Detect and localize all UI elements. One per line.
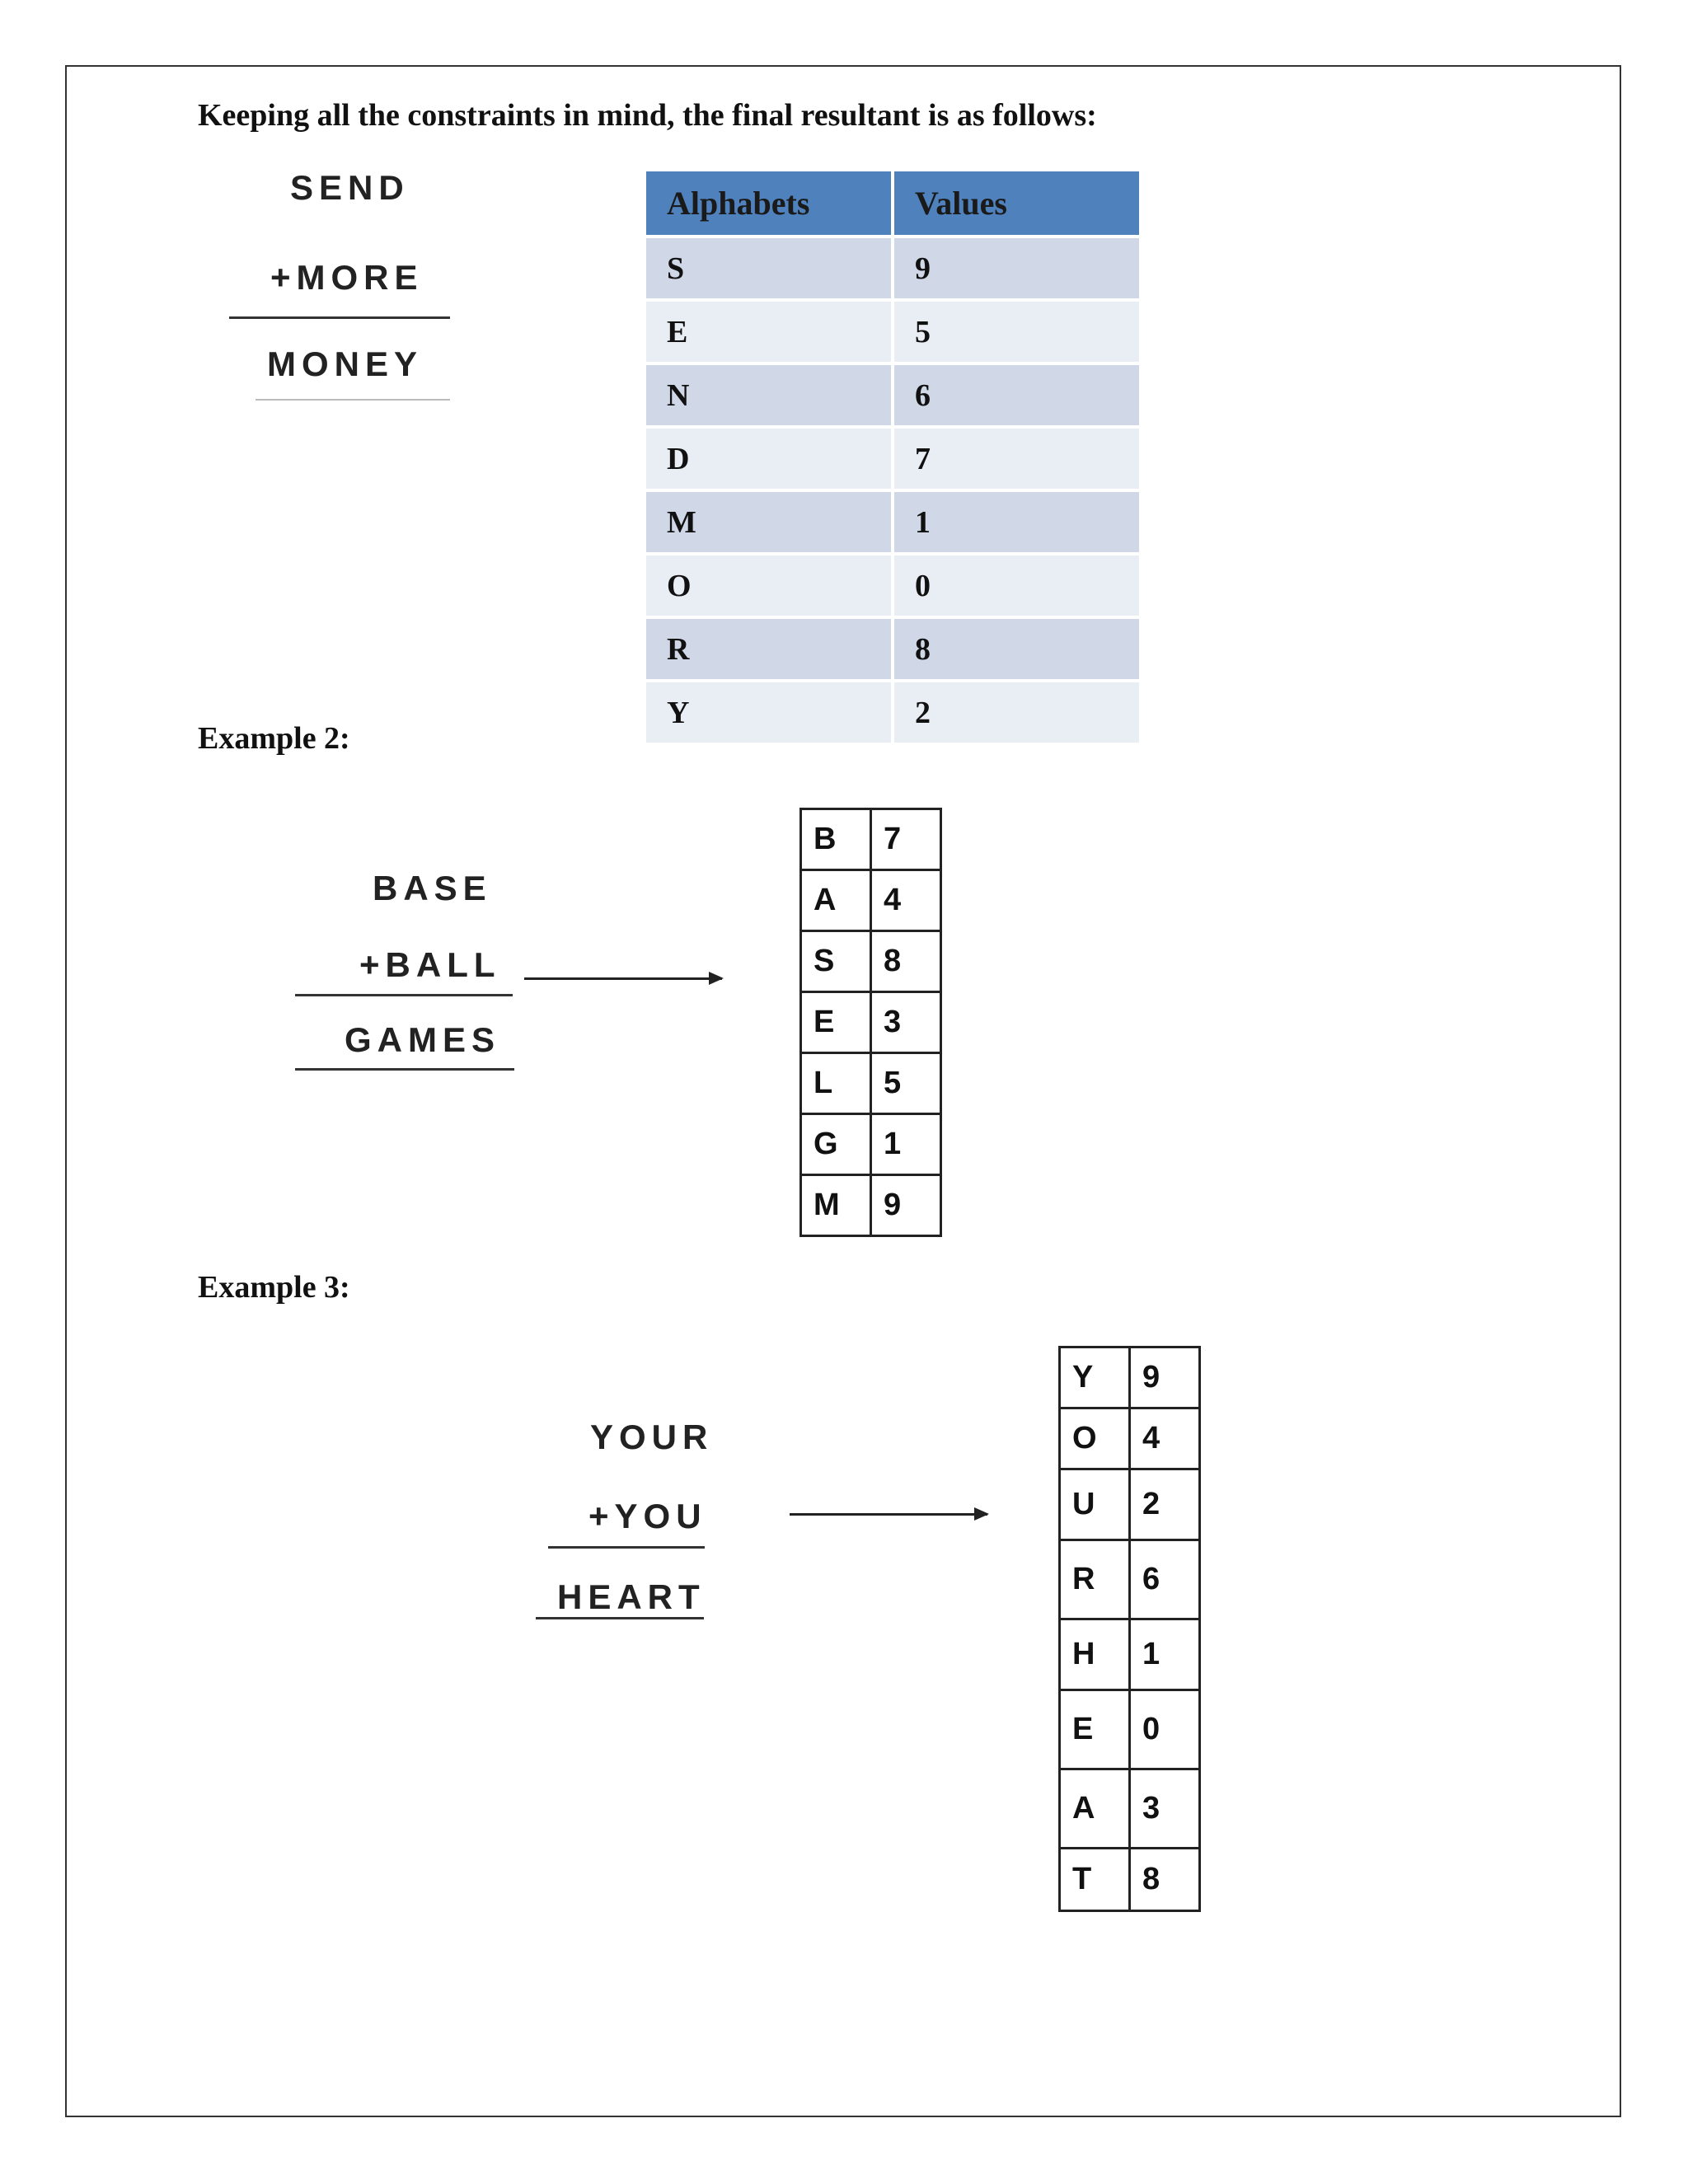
example3-sum-rule [548,1546,705,1549]
cell-value: 7 [893,427,1141,490]
cell-value: 5 [871,1053,941,1114]
cell-value: 3 [871,992,941,1053]
cell-letter: Y [1060,1347,1130,1408]
example3-table [1058,1346,1201,1912]
table-row [801,1114,941,1175]
example1-sum-rule [229,316,450,319]
cell-value: 6 [893,363,1141,427]
cell-value: 4 [1130,1408,1200,1469]
table-row [645,554,1141,617]
column-header-values: Values [893,170,1141,237]
table-row [801,992,941,1053]
table-row [801,931,941,992]
example3-result-rule [536,1617,704,1619]
cell-value: 9 [871,1175,941,1236]
table-row [801,870,941,931]
example1-result-rule [256,399,450,401]
cell-letter: O [1060,1408,1130,1469]
letter-value-table [643,168,1142,746]
cell-letter: S [645,237,893,300]
cell-value: 6 [1130,1540,1200,1619]
cell-letter: H [1060,1619,1130,1690]
table-header-row [645,170,1141,237]
page-heading: Keeping all the constraints in mind, the final resultant is as follows: [198,98,1097,133]
cell-value: 0 [1130,1690,1200,1769]
cell-value: 1 [893,490,1141,554]
cell-letter: Y [645,681,893,744]
table-row [1060,1769,1200,1849]
example3-line2: +YOU [588,1497,707,1535]
table-row [1060,1619,1200,1690]
cell-letter: M [801,1175,871,1236]
example2-result-rule [295,1068,514,1071]
example3-arrow [790,1513,987,1516]
cell-letter: D [645,427,893,490]
cell-letter: T [1060,1849,1130,1911]
example1-result: MONEY [267,344,424,383]
cell-value: 3 [1130,1769,1200,1849]
example1-line2: +MORE [270,258,424,297]
cell-value: 2 [1130,1469,1200,1540]
cell-letter: N [645,363,893,427]
table-row [1060,1408,1200,1469]
table-row [801,1053,941,1114]
cell-letter: S [801,931,871,992]
example3-label: Example 3: [198,1270,350,1305]
cell-letter: A [1060,1769,1130,1849]
cell-letter: E [1060,1690,1130,1769]
column-header-alphabets: Alphabets [645,170,893,237]
table-row [645,617,1141,681]
table-row [645,427,1141,490]
cell-value: 8 [1130,1849,1200,1911]
table-row [645,681,1141,744]
cell-letter: A [801,870,871,931]
table-row [801,809,941,870]
cell-value: 9 [1130,1347,1200,1408]
cell-value: 4 [871,870,941,931]
cell-value: 1 [871,1114,941,1175]
cell-letter: O [645,554,893,617]
example2-table [799,808,942,1237]
table-row [645,363,1141,427]
example2-sum-rule [295,994,513,996]
cell-value: 7 [871,809,941,870]
example2-arrow [524,977,722,980]
table-row [1060,1540,1200,1619]
cell-letter: E [645,300,893,363]
cell-letter: M [645,490,893,554]
cell-value: 9 [893,237,1141,300]
example2-line1: BASE [373,869,492,907]
table-row [1060,1849,1200,1911]
table-row [1060,1347,1200,1408]
table-row [1060,1469,1200,1540]
cell-value: 2 [893,681,1141,744]
table-row [801,1175,941,1236]
cell-letter: L [801,1053,871,1114]
cell-letter: R [1060,1540,1130,1619]
cell-letter: G [801,1114,871,1175]
cell-value: 0 [893,554,1141,617]
example1-line1: SEND [290,168,410,207]
cell-letter: U [1060,1469,1130,1540]
cell-value: 5 [893,300,1141,363]
cell-value: 8 [871,931,941,992]
cell-value: 8 [893,617,1141,681]
cell-letter: B [801,809,871,870]
table-row [1060,1690,1200,1769]
table-row [645,237,1141,300]
example2-result: GAMES [345,1020,501,1059]
table-row [645,300,1141,363]
cell-letter: R [645,617,893,681]
example3-line1: YOUR [590,1418,714,1456]
example3-result: HEART [557,1577,706,1616]
example2-label: Example 2: [198,721,350,756]
table-row [645,490,1141,554]
cell-letter: E [801,992,871,1053]
example2-line2: +BALL [359,945,501,984]
cell-value: 1 [1130,1619,1200,1690]
